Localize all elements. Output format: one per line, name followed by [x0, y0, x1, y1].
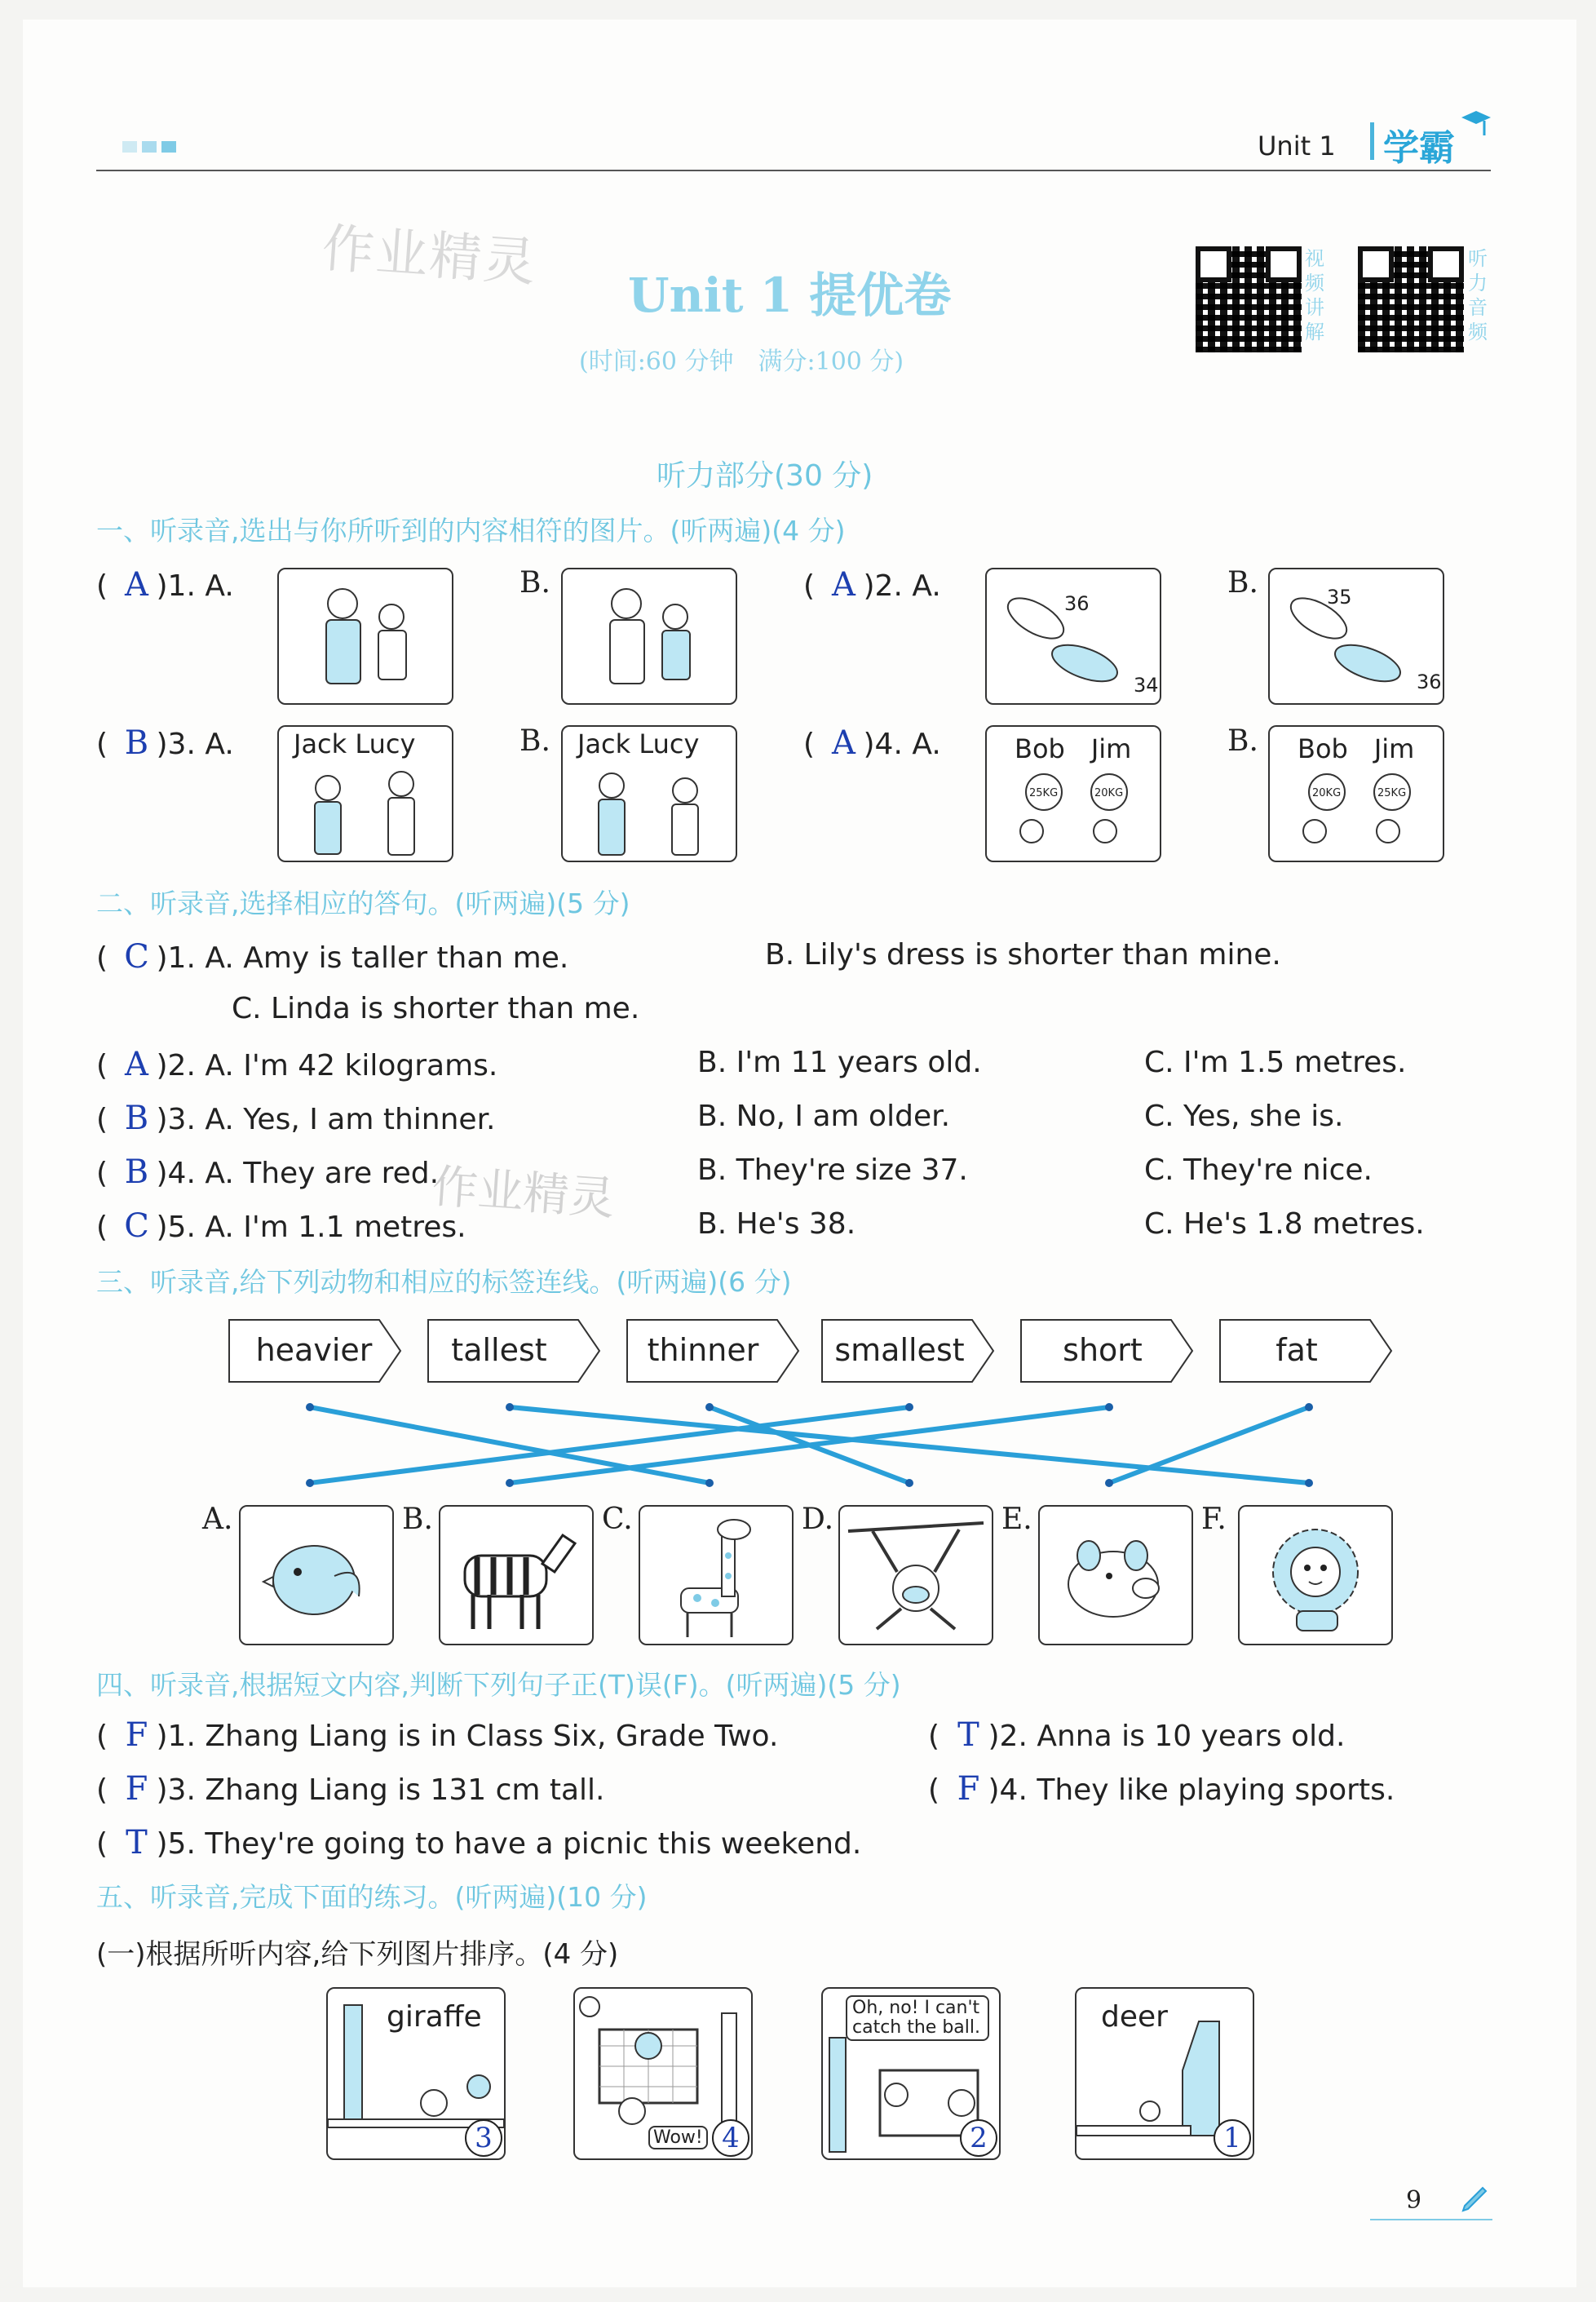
footer-rule	[1370, 2219, 1492, 2220]
answer[interactable]: F	[125, 1716, 148, 1754]
answer[interactable]: F	[957, 1770, 980, 1808]
svg-text:34: 34	[1134, 674, 1159, 697]
svg-text:36: 36	[1064, 592, 1090, 615]
qr-audio-label: 听力音频	[1468, 247, 1488, 343]
s2-row-2: ( A )2. A. I'm 42 kilograms.	[96, 1046, 498, 1083]
svg-text:25KG: 25KG	[1029, 787, 1059, 799]
section5-heading: 五、听录音,完成下面的练习。(听两遍)(10 分)	[96, 1881, 648, 1913]
s2-row-3: ( B )3. A. Yes, I am thinner.	[96, 1100, 496, 1137]
name-labels: Jack Lucy	[294, 728, 416, 759]
s2-row-1: ( C )1. A. Amy is taller than me.	[96, 938, 569, 976]
animal-letter-e: E.	[1001, 1503, 1032, 1536]
s2-row-2-b: B. I'm 11 years old.	[697, 1046, 982, 1079]
s2-row-1-b: B. Lily's dress is shorter than mine.	[765, 938, 1281, 972]
tag-short: short	[1063, 1332, 1143, 1368]
name-labels: Bob Jim	[1298, 733, 1415, 764]
header-divider-bar	[1370, 122, 1374, 160]
s1-q2-picture-a[interactable]	[985, 568, 1161, 705]
story-picture-goal[interactable]	[573, 1987, 753, 2160]
animal-e-box[interactable]	[1038, 1505, 1193, 1645]
s1-q1-b-label: B.	[519, 566, 550, 600]
answer[interactable]: A	[125, 566, 148, 604]
s2-row-5: ( C )5. A. I'm 1.1 metres.	[96, 1207, 466, 1245]
answer[interactable]: C	[124, 1207, 149, 1245]
watermark-2: 作业精灵	[430, 1160, 617, 1226]
tag-thinner: thinner	[647, 1332, 759, 1368]
section1-heading: 一、听录音,选出与你所听到的内容相符的图片。(听两遍)(4 分)	[96, 515, 846, 547]
s1-q4-picture-a[interactable]	[985, 725, 1161, 862]
s1-q1: ( A )1. A.	[96, 566, 234, 604]
s2-row-2-c: C. I'm 1.5 metres.	[1144, 1046, 1407, 1079]
s2-row-1-c: C. Linda is shorter than me.	[232, 992, 640, 1025]
animal-a-box[interactable]	[239, 1505, 394, 1645]
zebra-icon	[440, 1507, 592, 1644]
s4-row-1: ( F )1. Zhang Liang is in Class Six, Grade Two.	[96, 1716, 779, 1754]
part-heading: 听力部分(30 分)	[657, 459, 873, 493]
story-picture-catch[interactable]	[821, 1987, 1001, 2160]
answer[interactable]: T	[957, 1716, 979, 1754]
bird-icon	[241, 1507, 392, 1644]
animal-f-box[interactable]	[1238, 1505, 1393, 1645]
svg-text:20KG: 20KG	[1094, 787, 1124, 799]
s1-q2-b-label: B.	[1227, 566, 1258, 600]
section4-heading: 四、听录音,根据短文内容,判断下列句子正(T)误(F)。(听两遍)(5 分)	[96, 1669, 901, 1701]
answer[interactable]: B	[124, 724, 149, 762]
s2-row-4-b: B. They're size 37.	[697, 1153, 968, 1187]
page-title: Unit 1 提优卷	[628, 268, 952, 323]
answer[interactable]: A	[832, 724, 855, 762]
s1-q1-picture-b[interactable]	[561, 568, 737, 705]
answer[interactable]: A	[832, 566, 855, 604]
section3-heading: 三、听录音,给下列动物和相应的标签连线。(听两遍)(6 分)	[96, 1266, 792, 1298]
s2-row-3-b: B. No, I am older.	[697, 1100, 951, 1133]
animal-letter-d: D.	[802, 1503, 834, 1536]
order-number[interactable]: 2	[960, 2119, 997, 2157]
s1-q2: ( A )2. A.	[803, 566, 941, 604]
answer[interactable]: B	[124, 1153, 149, 1191]
s1-q3-b-label: B.	[519, 724, 550, 758]
header-dots	[122, 140, 176, 156]
s2-row-4: ( B )4. A. They are red.	[96, 1153, 440, 1191]
qr-code-audio[interactable]	[1358, 246, 1464, 352]
story-picture-deer[interactable]	[1075, 1987, 1254, 2160]
s4-row-2: ( T )2. Anna is 10 years old.	[928, 1716, 1346, 1754]
s1-q4: ( A )4. A.	[803, 724, 941, 762]
s1-q4-b-label: B.	[1227, 724, 1258, 758]
s1-q3-picture-b[interactable]	[561, 725, 737, 862]
tag-heavier: heavier	[255, 1332, 373, 1368]
name-labels: Bob Jim	[1015, 733, 1132, 764]
answer[interactable]: C	[124, 938, 149, 976]
s2-row-4-c: C. They're nice.	[1144, 1153, 1373, 1187]
animal-d-box[interactable]	[838, 1505, 993, 1645]
s4-row-4: ( F )4. They like playing sports.	[928, 1770, 1395, 1808]
name-labels: Jack Lucy	[577, 728, 700, 759]
answer[interactable]: B	[124, 1100, 149, 1137]
qr-video-label: 视频讲解	[1305, 247, 1324, 343]
speech-bubble: Oh, no! I can't catch the ball.	[846, 1995, 989, 2041]
speech-bubble: Wow!	[648, 2126, 708, 2149]
svg-text:35: 35	[1327, 586, 1352, 609]
order-number[interactable]: 3	[465, 2119, 502, 2157]
s1-q3-picture-a[interactable]	[277, 725, 453, 862]
header-unit: Unit 1	[1258, 131, 1336, 162]
s1-q1-picture-a[interactable]	[277, 568, 453, 705]
svg-text:20KG: 20KG	[1312, 787, 1342, 799]
animal-c-box[interactable]	[639, 1505, 794, 1645]
order-number[interactable]: 4	[712, 2119, 749, 2157]
story-caption: giraffe	[387, 2000, 482, 2034]
pencil-icon	[1458, 2180, 1491, 2216]
tag-smallest: smallest	[834, 1332, 965, 1368]
monkey-icon	[840, 1507, 992, 1644]
tag-labels	[229, 1320, 1391, 1382]
section2-heading: 二、听录音,选择相应的答句。(听两遍)(5 分)	[96, 888, 630, 919]
s2-row-5-c: C. He's 1.8 metres.	[1144, 1207, 1425, 1241]
match-line	[510, 1407, 1309, 1483]
answer[interactable]: F	[125, 1770, 148, 1808]
answer[interactable]: A	[125, 1046, 148, 1083]
svg-text:25KG: 25KG	[1377, 787, 1407, 799]
story-picture-giraffe[interactable]	[326, 1987, 506, 2160]
answer-lines	[310, 1407, 1309, 1483]
pig-icon	[1040, 1507, 1191, 1644]
s1-q3: ( B )3. A.	[96, 724, 234, 762]
order-number[interactable]: 1	[1214, 2119, 1251, 2157]
animal-letter-c: C.	[602, 1503, 633, 1536]
story-caption: deer	[1101, 2000, 1168, 2034]
tag-tallest: tallest	[451, 1332, 547, 1368]
animal-b-box[interactable]	[439, 1505, 594, 1645]
giraffe-icon	[640, 1507, 792, 1644]
section5-subheading: (一)根据所听内容,给下列图片排序。(4 分)	[96, 1938, 619, 1971]
animal-letter-f: F.	[1201, 1503, 1227, 1536]
tag-fat: fat	[1275, 1332, 1318, 1368]
qr-code-video[interactable]	[1196, 246, 1302, 352]
s1-q2-picture-b[interactable]	[1268, 568, 1444, 705]
s2-row-5-b: B. He's 38.	[697, 1207, 856, 1241]
animal-letter-b: B.	[402, 1503, 433, 1536]
page-number: 9	[1406, 2186, 1422, 2215]
svg-text:36: 36	[1417, 671, 1442, 693]
answer[interactable]: T	[126, 1824, 148, 1862]
lion-icon	[1240, 1507, 1391, 1644]
s4-row-5: ( T )5. They're going to have a picnic this weekend.	[96, 1824, 862, 1862]
s4-row-3: ( F )3. Zhang Liang is 131 cm tall.	[96, 1770, 605, 1808]
graduation-cap-icon	[1460, 108, 1492, 144]
header-brand: 学霸	[1383, 127, 1455, 169]
time-score-note: (时间:60 分钟 满分:100 分)	[579, 348, 904, 376]
animal-letter-a: A.	[202, 1503, 233, 1536]
header-rule	[96, 170, 1491, 171]
watermark: 作业精灵	[320, 218, 539, 294]
s2-row-3-c: C. Yes, she is.	[1144, 1100, 1344, 1133]
s1-q4-picture-b[interactable]	[1268, 725, 1444, 862]
